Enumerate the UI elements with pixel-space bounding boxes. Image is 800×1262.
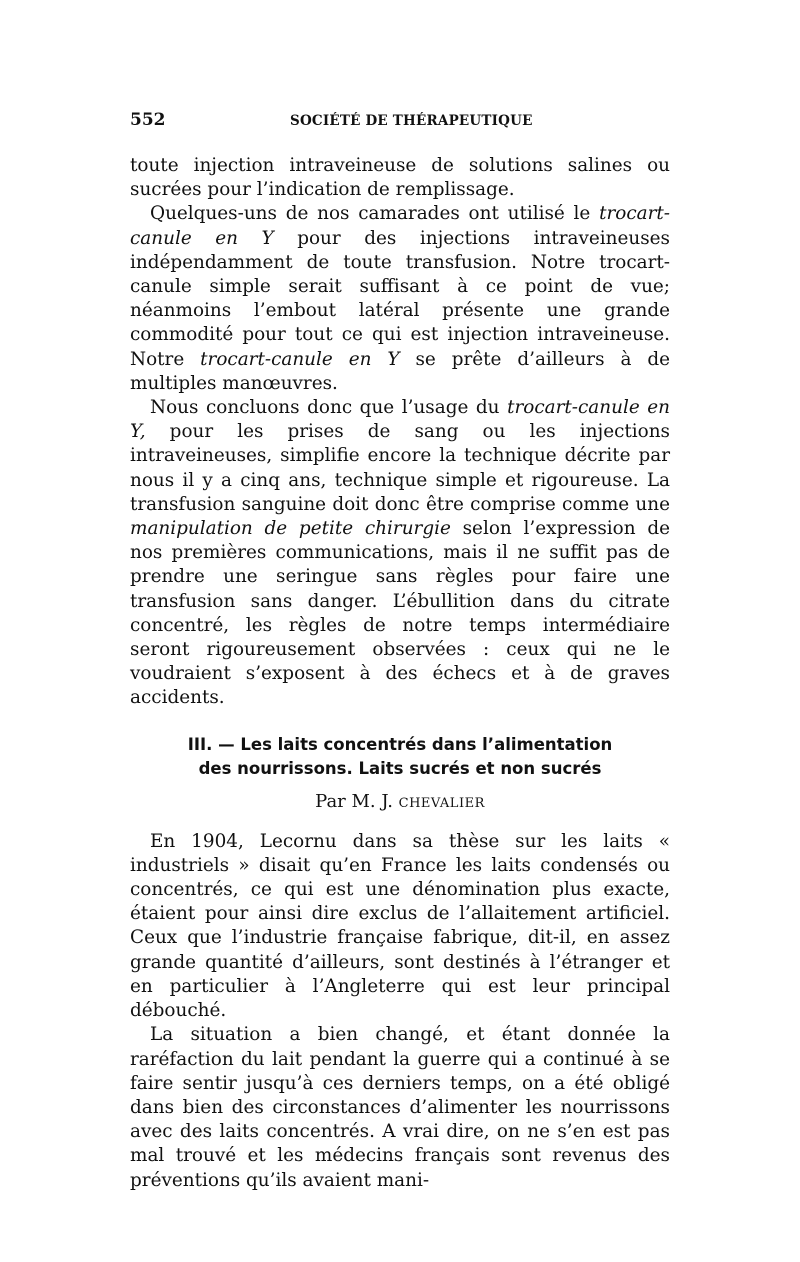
section-heading-line-2: des nourrissons. Laits sucrés et non sucrés — [198, 758, 602, 778]
running-head — [130, 110, 670, 134]
journal-title: SOCIÉTÉ DE THÉRAPEUTIQUE — [290, 113, 533, 129]
paragraph-3-text-3: selon l’expression de nos premières communications, mais il ne suffit pas de prendre une seringue sans règles pour faire une transfusion sans danger. L’ébullition dans du citrate concentré, les règles de notre temps intermédiaire seront rigoureusement observées : ceux qui ne le voudraient s’exposent à des échecs et à de graves accidents. — [130, 518, 670, 709]
paragraph-3-text-1: Nous concluons donc que l’usage du — [150, 397, 508, 419]
section-heading — [130, 733, 670, 781]
paragraph-3 — [130, 396, 670, 711]
italic-term: trocart-canule en Y — [200, 348, 400, 370]
italic-term: trocart-canule en Y, — [130, 397, 670, 443]
paragraph-4: En 1904, Lecornu dans sa thèse sur les laits « industriels » disait qu’en France les laits condensés ou concentrés, ce qui est une dénomination plus exacte, étaient pour ainsi dire exclus de l’allaitement artificiel. Ceux que l’industrie française fabrique, dit-il, en assez grande quantité d’ailleurs, sont destinés à l’étranger et en particulier à l’Angleterre qui est leur principal débouché. — [130, 830, 670, 1022]
paragraph-1: toute injection intraveineuse de solutions salines ou sucrées pour l’indication de remplissage. — [130, 155, 670, 201]
paragraph-2-text-2: pour des injections intraveineuses indépendamment de toute transfusion. Notre trocart-canule simple serait suffisant à ce point de vue; néanmoins l’embout latéral présente une grande commodité pour tout ce qui est injection intraveineuse. Notre — [130, 227, 670, 370]
paragraph-2 — [130, 202, 670, 396]
author-byline — [130, 791, 670, 812]
page-number: 552 — [130, 110, 166, 130]
section-heading-line-1: III. — Les laits concentrés dans l’alimentation — [187, 734, 613, 754]
paragraph-3-text-2: pour les prises de sang ou les injections intraveineuses, simplifie encore la technique décrite par nous il y a cinq ans, technique simple et rigoureuse. La transfusion sanguine doit donc être comprise comme une — [130, 421, 670, 515]
document-page — [130, 110, 670, 1193]
paragraph-2-text-3: se prête d’ailleurs à de multiples manœuvres. — [130, 348, 670, 394]
author-prefix: Par M. J. — [315, 790, 399, 812]
italic-term: trocart-canule en Y — [130, 203, 670, 249]
italic-term: manipulation de petite chirurgie — [130, 518, 451, 540]
paragraph-2-text-1: Quelques-uns de nos camarades ont utilisé le — [150, 203, 600, 225]
author-name: CHEVALIER — [398, 795, 485, 811]
paragraph-5: La situation a bien changé, et étant donnée la raréfaction du lait pendant la guerre qui a continué à se faire sentir jusqu’à ces derniers temps, on a été obligé dans bien des circonstances d’alimenter les nourrissons avec des laits concentrés. A vrai dire, on ne s’en est pas mal trouvé et les médecins français sont revenus des préventions qu’ils avaient mani- — [130, 1024, 670, 1191]
